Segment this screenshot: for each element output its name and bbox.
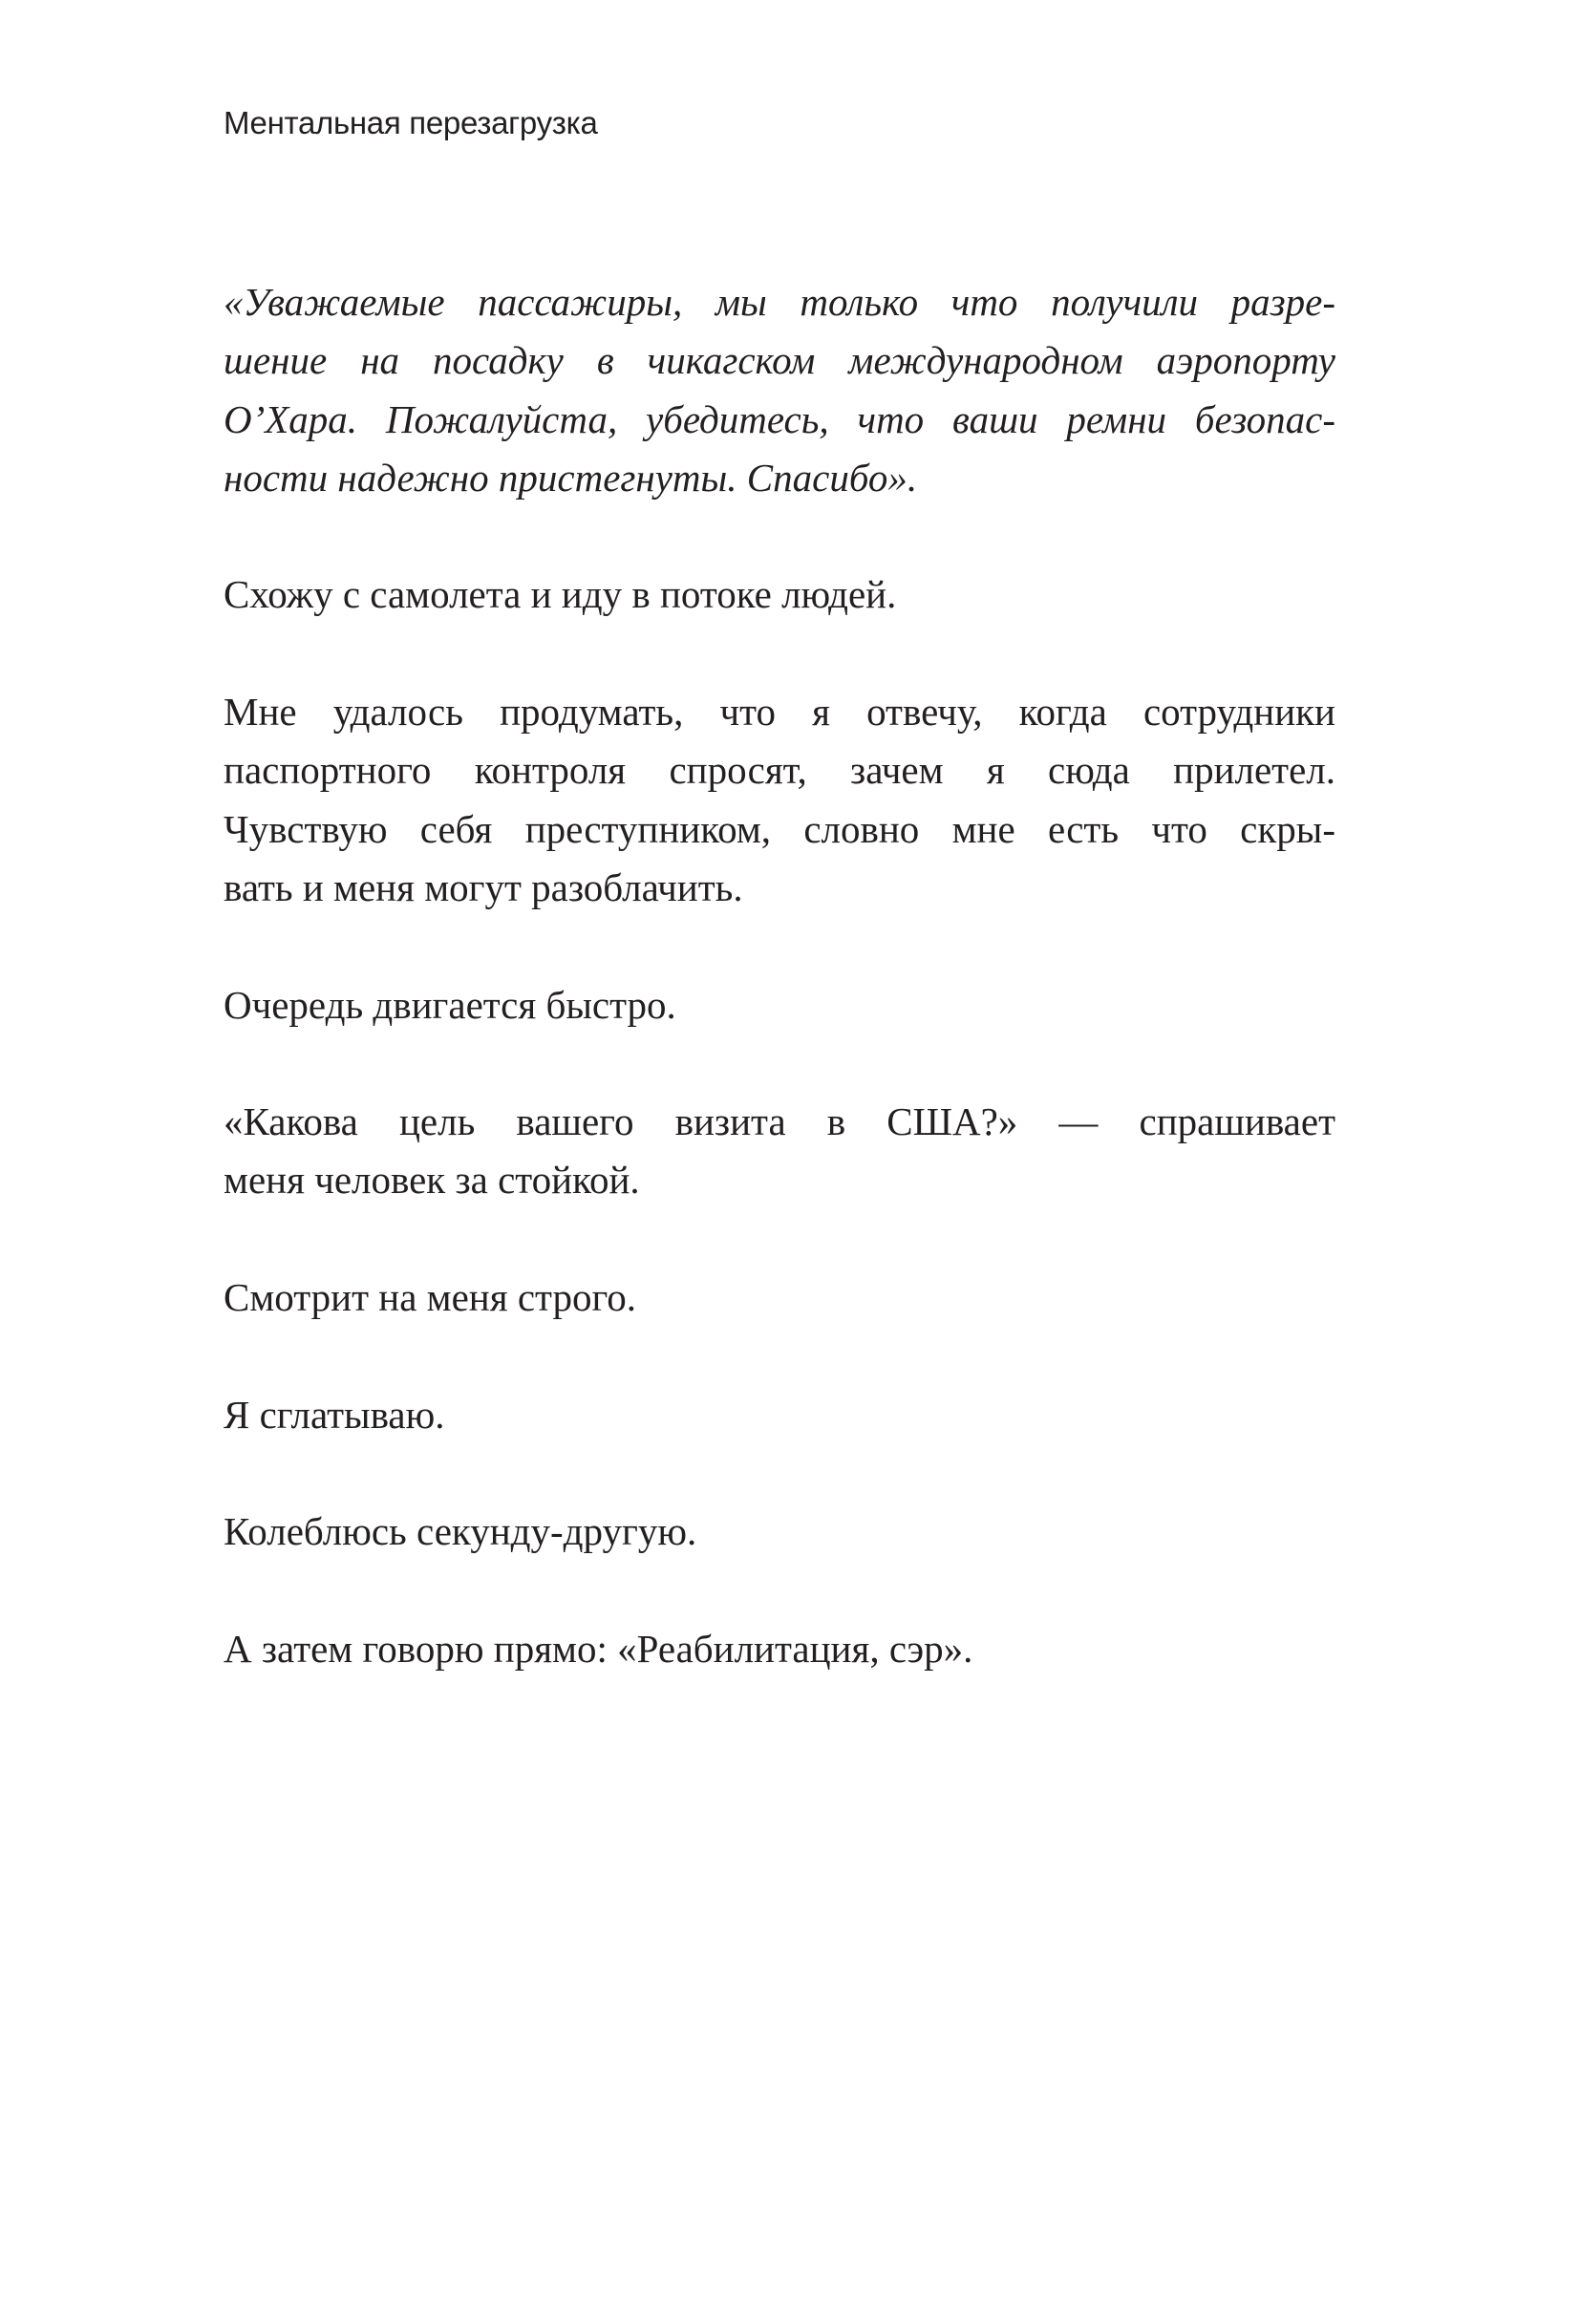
text-line: Мне удалось продумать, что я отвечу, когда сотрудники — [224, 690, 1335, 735]
page-body — [224, 273, 1335, 1737]
text-line: Колеблюсь секунду-другую. — [224, 1509, 697, 1554]
text-line: меня человек за стойкой. — [224, 1158, 640, 1203]
paragraph — [224, 1269, 1335, 1327]
paragraph — [224, 683, 1335, 917]
paragraph — [224, 1386, 1335, 1444]
text-line: вать и меня могут разоблачить. — [224, 864, 743, 909]
text-line: О’Хара. Пожалуйста, убедитесь, что ваши ремни безопас- — [224, 396, 1335, 441]
quote-paragraph — [224, 273, 1335, 507]
text-line: Очередь двигается быстро. — [224, 982, 676, 1027]
text-line: шение на посадку в чикагском международном аэропорту — [224, 338, 1335, 383]
paragraph — [224, 1093, 1335, 1210]
text-line: «Какова цель вашего визита в США?» — спрашивает — [224, 1099, 1335, 1144]
paragraph — [224, 976, 1335, 1034]
text-line: ности надежно пристегнуты. Спасибо». — [224, 455, 918, 500]
paragraph — [224, 1503, 1335, 1561]
text-line: Смотрит на меня строго. — [224, 1275, 637, 1320]
paragraph — [224, 1620, 1335, 1678]
text-line: Чувствую себя преступником, словно мне есть что скры- — [224, 806, 1335, 851]
text-line: Я сглатываю. — [224, 1392, 445, 1437]
text-line: А затем говорю прямо: «Реабилитация, сэр». — [224, 1626, 973, 1671]
running-header: Ментальная перезагрузка — [224, 105, 598, 140]
paragraph — [224, 565, 1335, 624]
text-line: паспортного контроля спросят, зачем я сюда прилетел. — [224, 748, 1335, 793]
text-line: «Уважаемые пассажиры, мы только что получили разре- — [224, 280, 1335, 324]
text-line: Схожу с самолета и иду в потоке людей. — [224, 572, 897, 617]
